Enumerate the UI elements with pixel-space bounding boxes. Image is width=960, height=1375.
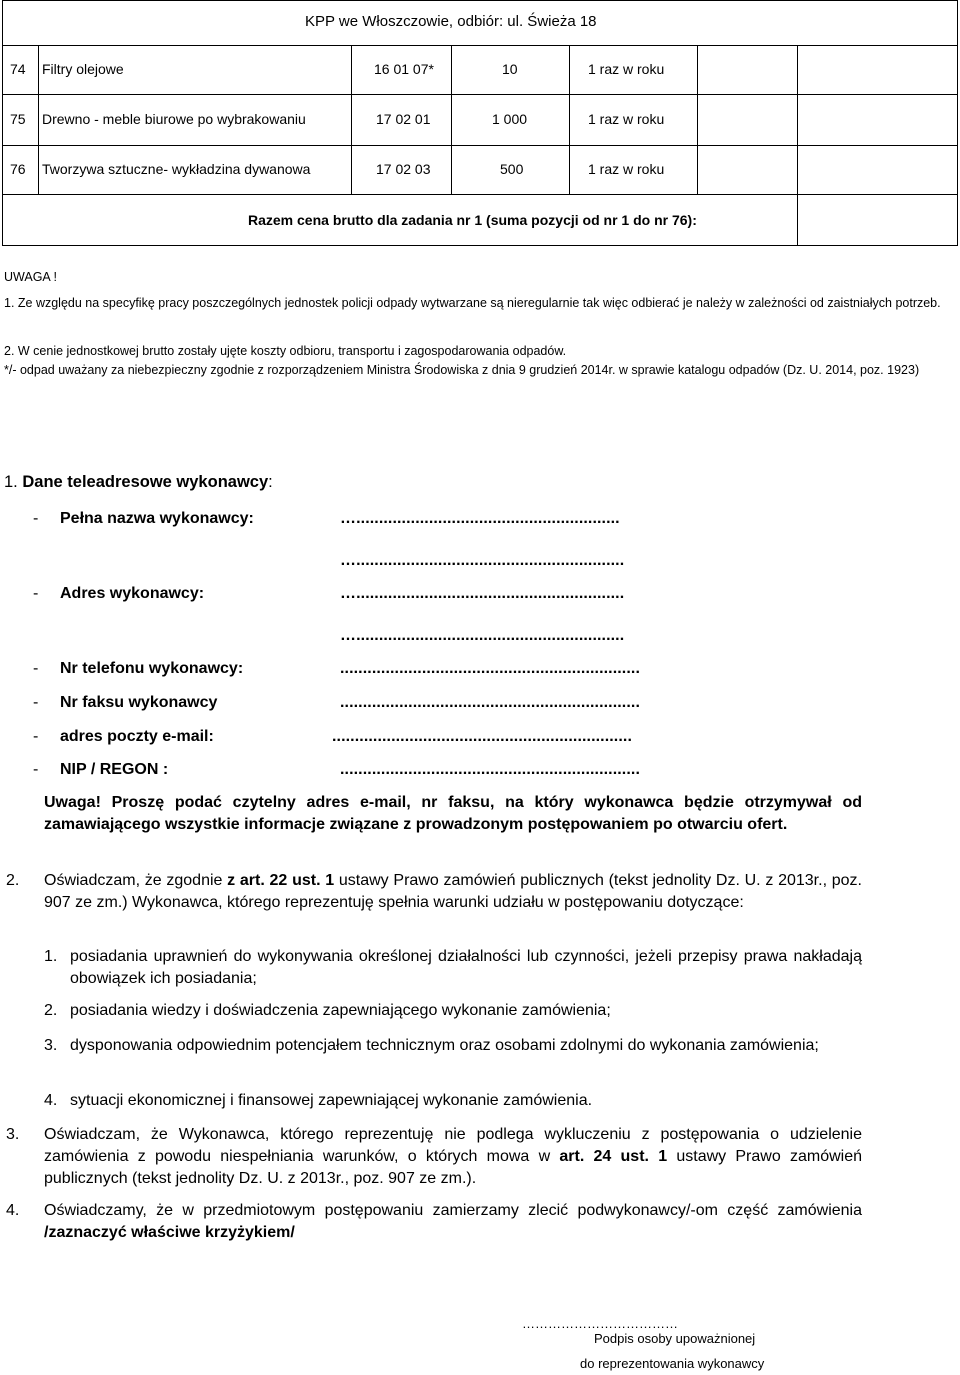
section-3-num: 3. [6,1126,20,1143]
row-qty: 1 000 [492,111,528,127]
address-field[interactable]: …........................................................... [340,585,625,602]
phone-field[interactable]: .................................................................. [340,660,640,677]
row-lp: 76 [10,161,26,177]
item-num: 2. [44,1002,58,1019]
section-4-text: Oświadczamy, że w przedmiotowym postępowaniu zamierzamy zlecić podwykonawcy/-om część zamówienia /zaznaczyć właściwe krzyżykiem/ [44,1202,862,1241]
note-2: 2. W cenie jednostkowej brutto zostały ujęte koszty odbioru, transportu i zagospodarowania odpadów. [4,344,567,358]
section-4-num: 4. [6,1202,20,1219]
warning-label: UWAGA ! [4,270,58,284]
total-label: Razem cena brutto dla zadania nr 1 (suma pozycji od nr 1 do nr 76): [248,212,697,228]
section-2-num: 2. [6,872,20,889]
uwaga-note: Uwaga! Proszę podać czytelny adres e-mail, nr faksu, na który wykonawca będzie otrzymywał od zamawiającego wszystkie informacje związane z prowadzonym postępowaniem po otwarciu ofert. [44,794,862,833]
row-lp: 74 [10,61,26,77]
list-item: posiadania wiedzy i doświadczenia zapewniającego wykonanie zamówienia; [70,1002,611,1019]
item-num: 1. [44,948,58,965]
full-name-label: - Pełna nazwa wykonawcy: [33,510,254,527]
list-item: posiadania uprawnień do wykonywania określonej działalności lub czynności, jeżeli przepisy prawa nakładają obowiązek ich posiadania; [70,948,862,987]
row-name: Tworzywa sztuczne- wykładzina dywanowa [42,161,311,177]
row-freq: 1 raz w roku [588,61,665,77]
signature-label-1: Podpis osoby upoważnionej [594,1331,756,1346]
section-3-text: Oświadczam, że Wykonawca, którego reprezentuję nie podlega wykluczeniu z postępowania o udzielenie zamówienia z powodu niespełniania warunków, o których mowa w art. 24 ust. 1 ustawy Prawo zamówień publicznych (tekst jednolity Dz. U. z 2013r., poz. 907 ze zm.). [44,1126,862,1187]
row-freq: 1 raz w roku [588,111,665,127]
row-code: 17 02 03 [376,161,431,177]
row-lp: 75 [10,111,26,127]
email-label: - adres poczty e-mail: [33,728,214,745]
section-1-heading: 1. Dane teleadresowe wykonawcy: [4,473,273,491]
item-num: 4. [44,1092,58,1109]
address-field-line2[interactable]: …........................................................... [340,627,625,644]
fax-label: - Nr faksu wykonawcy [33,694,218,711]
full-name-field[interactable]: ….......................................................... [340,510,620,527]
email-field[interactable]: .................................................................. [332,728,632,745]
address-label: - Adres wykonawcy: [33,585,205,602]
fax-field[interactable]: .................................................................. [340,694,640,711]
section-2-text: Oświadczam, że zgodnie z art. 22 ust. 1 ustawy Prawo zamówień publicznych (tekst jednolity Dz. U. z 2013r., poz. 907 ze zm.) Wykonawca, którego reprezentuję spełnia warunki udziału w postępowaniu dotyczące: [44,872,862,911]
row-qty: 10 [502,61,518,77]
row-freq: 1 raz w roku [588,161,665,177]
note-1: 1. Ze względu na specyfikę pracy poszczególnych jednostek policji odpady wytwarzane są nieregularnie tak więc odbierać je należy w zależności od zaistniałych potrzeb. [4,296,941,310]
row-code: 16 01 07* [374,61,434,77]
row-name: Drewno - meble biurowe po wybrakowaniu [42,111,306,127]
list-item: dysponowania odpowiednim potencjałem technicznym oraz osobami zdolnymi do wykonania zamówienia; [70,1037,819,1054]
item-num: 3. [44,1037,58,1054]
signature-line[interactable]: ……………………………… [522,1316,678,1331]
list-item: sytuacji ekonomicznej i finansowej zapewniającej wykonanie zamówienia. [70,1092,593,1109]
row-code: 17 02 01 [376,111,431,127]
note-3: */- odpad uważany za niebezpieczny zgodnie z rozporządzeniem Ministra Środowiska z dnia 9 grudzień 2014r. w sprawie katalogu odpadów (Dz. U. 2014, poz. 1923) [4,363,920,377]
table-header: KPP we Włoszczowie, odbiór: ul. Świeża 18 [305,13,597,30]
row-name: Filtry olejowe [42,61,124,77]
signature-label-2: do reprezentowania wykonawcy [580,1356,765,1371]
row-qty: 500 [500,161,524,177]
nip-label: - NIP / REGON : [33,761,169,778]
phone-label: - Nr telefonu wykonawcy: [33,660,244,677]
nip-field[interactable]: .................................................................. [340,761,640,778]
full-name-field-line2[interactable]: …........................................................... [340,552,625,569]
